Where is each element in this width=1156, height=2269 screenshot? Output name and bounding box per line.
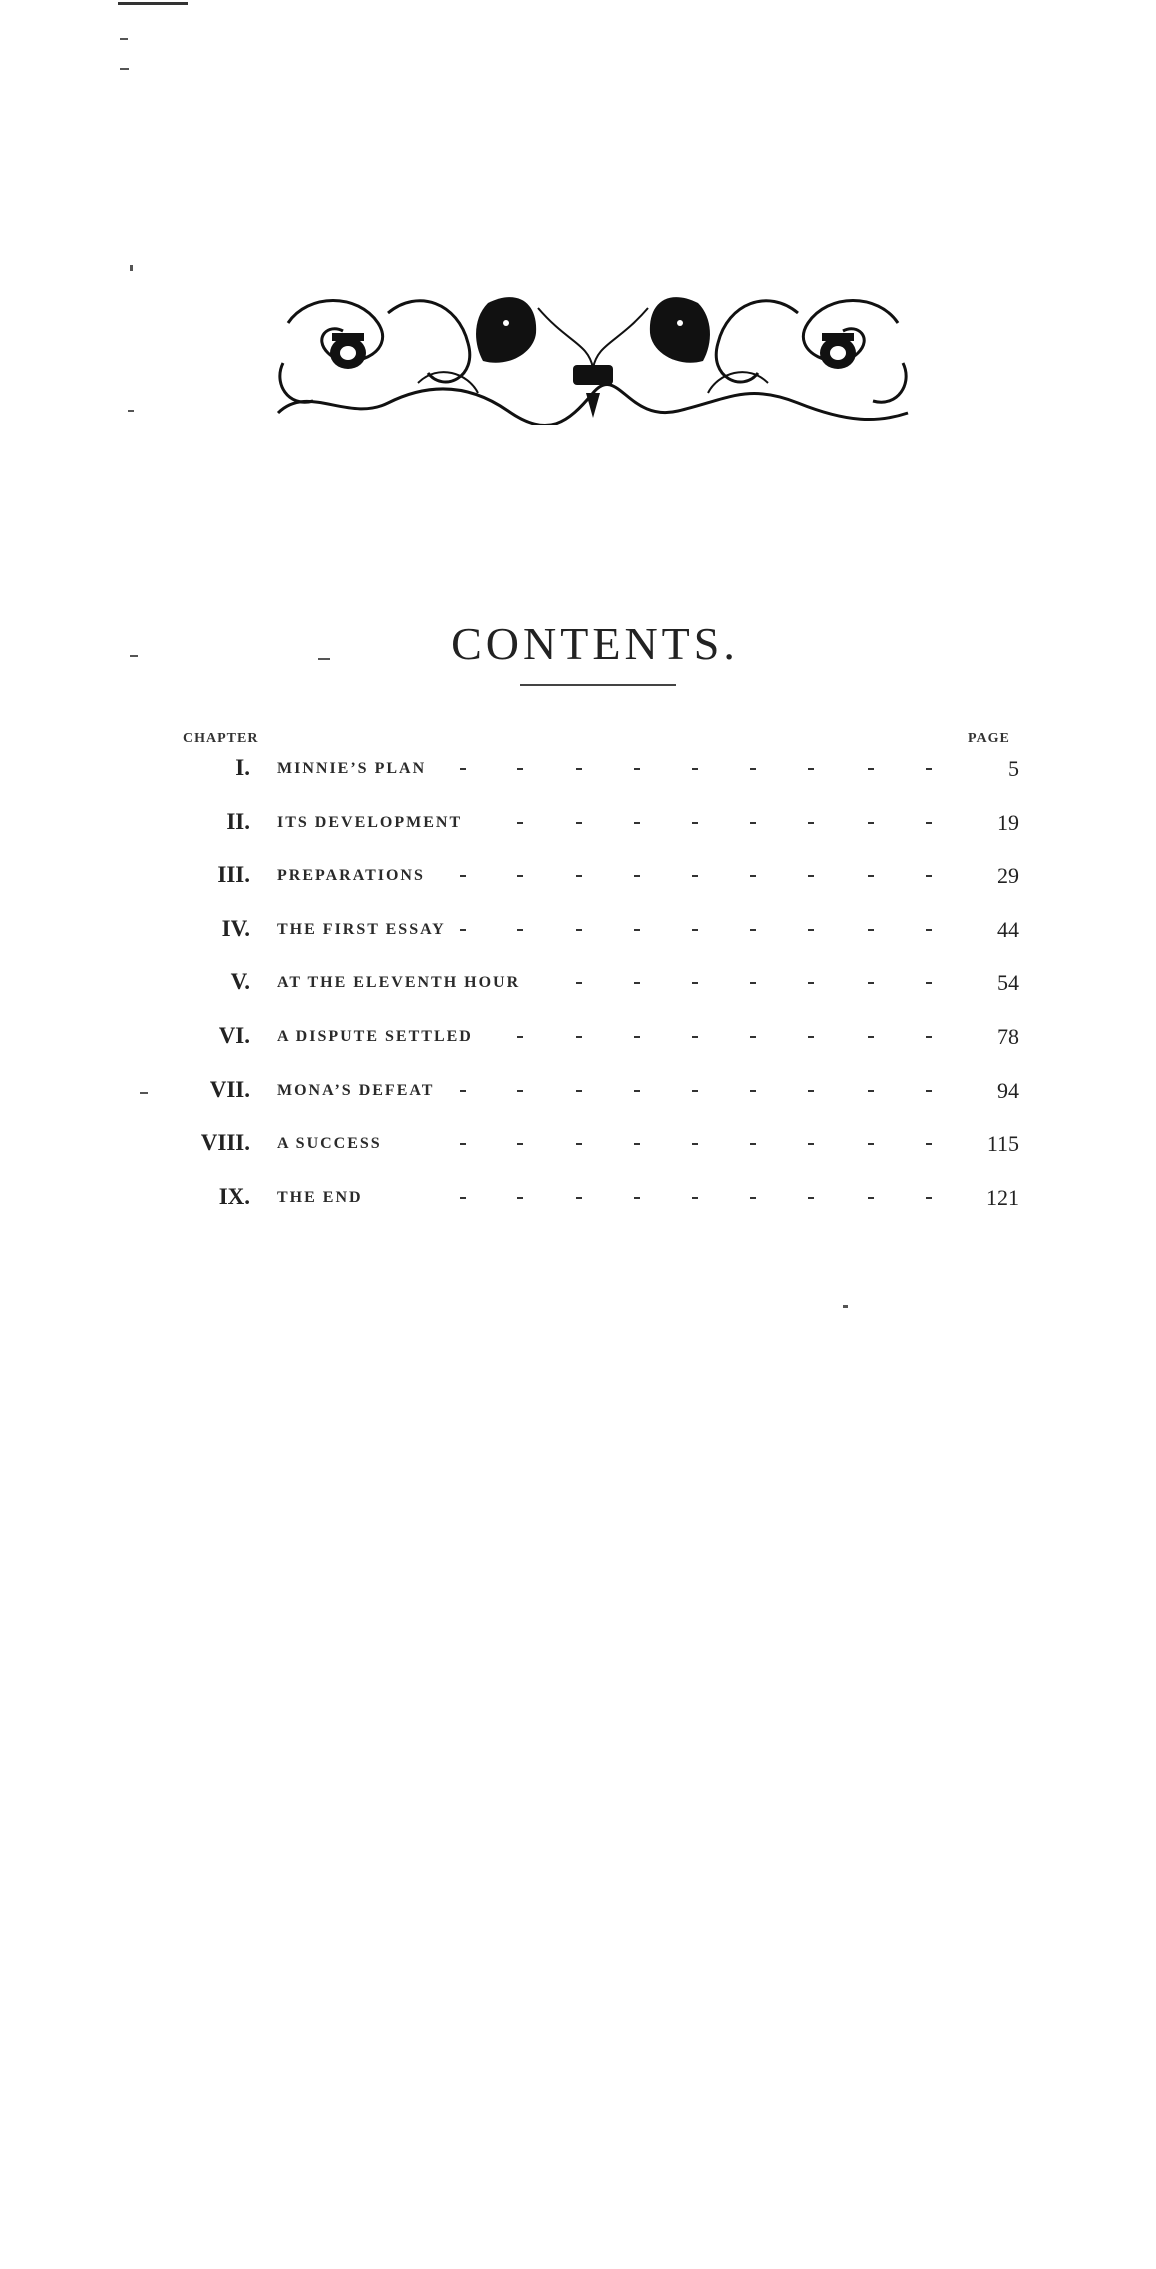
dot-leader bbox=[926, 822, 932, 824]
toc-entry bbox=[0, 916, 1156, 946]
chapter-numeral: VIII. bbox=[200, 1130, 250, 1155]
chapter-title: ITS DEVELOPMENT bbox=[277, 814, 463, 831]
page-number: 78 bbox=[997, 1024, 1019, 1049]
floral-headpiece-with-hounds-ornament bbox=[268, 283, 918, 425]
chapter-numeral: VII. bbox=[209, 1077, 250, 1102]
dot-leader bbox=[634, 768, 640, 770]
toc-entry bbox=[0, 1077, 1156, 1107]
dot-leader bbox=[808, 1036, 814, 1038]
chapter-numeral: III. bbox=[217, 862, 250, 887]
dot-leader bbox=[460, 1090, 466, 1092]
toc-entry bbox=[0, 1184, 1156, 1214]
page-number: 44 bbox=[997, 917, 1019, 942]
chapter-numeral: VI. bbox=[218, 1023, 250, 1048]
page-column-header: PAGE bbox=[968, 731, 1010, 746]
dot-leader bbox=[460, 1197, 466, 1199]
dot-leader bbox=[926, 1143, 932, 1145]
dot-leader bbox=[926, 875, 932, 877]
toc-entry bbox=[0, 862, 1156, 892]
dot-leader bbox=[868, 875, 874, 877]
dot-leader bbox=[750, 929, 756, 931]
dot-leader bbox=[808, 822, 814, 824]
dot-leader bbox=[576, 1143, 582, 1145]
dot-leader bbox=[808, 982, 814, 984]
toc-entry bbox=[0, 969, 1156, 999]
dot-leader bbox=[808, 875, 814, 877]
dot-leader bbox=[634, 822, 640, 824]
dot-leader bbox=[692, 768, 698, 770]
dot-leader bbox=[926, 929, 932, 931]
dot-leader bbox=[926, 982, 932, 984]
dot-leader bbox=[460, 768, 466, 770]
scan-speck bbox=[128, 410, 134, 412]
dot-leader bbox=[517, 929, 523, 931]
toc-entry bbox=[0, 809, 1156, 839]
scan-speck bbox=[120, 38, 128, 40]
dot-leader bbox=[868, 1090, 874, 1092]
page-number: 121 bbox=[986, 1185, 1019, 1210]
scan-speck bbox=[843, 1305, 848, 1308]
dot-leader bbox=[576, 1197, 582, 1199]
dot-leader bbox=[460, 1143, 466, 1145]
dot-leader bbox=[517, 1143, 523, 1145]
page-number: 54 bbox=[997, 970, 1019, 995]
chapter-title: MONA’S DEFEAT bbox=[277, 1082, 435, 1099]
scan-speck bbox=[120, 68, 129, 70]
scan-speck bbox=[130, 265, 133, 271]
dot-leader bbox=[926, 1090, 932, 1092]
dot-leader bbox=[750, 1143, 756, 1145]
dot-leader bbox=[576, 1036, 582, 1038]
chapter-title: PREPARATIONS bbox=[277, 867, 425, 884]
dot-leader bbox=[808, 768, 814, 770]
dot-leader bbox=[808, 929, 814, 931]
dot-leader bbox=[926, 1197, 932, 1199]
page-number: 115 bbox=[986, 1131, 1019, 1156]
dot-leader bbox=[750, 1197, 756, 1199]
chapter-numeral: IX. bbox=[218, 1184, 250, 1209]
dot-leader bbox=[692, 1143, 698, 1145]
dot-leader bbox=[576, 1090, 582, 1092]
dot-leader bbox=[750, 1090, 756, 1092]
chapter-numeral: I. bbox=[235, 755, 250, 780]
chapter-title: THE FIRST ESSAY bbox=[277, 921, 446, 938]
dot-leader bbox=[692, 929, 698, 931]
dot-leader bbox=[634, 982, 640, 984]
dot-leader bbox=[576, 982, 582, 984]
dot-leader bbox=[634, 1197, 640, 1199]
dot-leader bbox=[926, 1036, 932, 1038]
page-number: 29 bbox=[997, 863, 1019, 888]
toc-entry bbox=[0, 755, 1156, 785]
chapter-column-header: CHAPTER bbox=[183, 731, 259, 746]
dot-leader bbox=[576, 768, 582, 770]
page-number: 94 bbox=[997, 1078, 1019, 1103]
dot-leader bbox=[576, 875, 582, 877]
chapter-title: A SUCCESS bbox=[277, 1135, 382, 1152]
page-title: CONTENTS. bbox=[451, 617, 739, 669]
page-number: 19 bbox=[997, 810, 1019, 835]
chapter-numeral: V. bbox=[230, 969, 250, 994]
dot-leader bbox=[750, 1036, 756, 1038]
dot-leader bbox=[692, 1197, 698, 1199]
dot-leader bbox=[576, 929, 582, 931]
dot-leader bbox=[750, 768, 756, 770]
dot-leader bbox=[517, 875, 523, 877]
dot-leader bbox=[868, 982, 874, 984]
dot-leader bbox=[692, 1036, 698, 1038]
dot-leader bbox=[808, 1090, 814, 1092]
dot-leader bbox=[868, 1036, 874, 1038]
dot-leader bbox=[517, 822, 523, 824]
dot-leader bbox=[692, 875, 698, 877]
dot-leader bbox=[692, 1090, 698, 1092]
dot-leader bbox=[517, 1197, 523, 1199]
chapter-numeral: IV. bbox=[221, 916, 250, 941]
dot-leader bbox=[750, 822, 756, 824]
dot-leader bbox=[517, 1036, 523, 1038]
dot-leader bbox=[634, 1143, 640, 1145]
dot-leader bbox=[460, 929, 466, 931]
dot-leader bbox=[868, 929, 874, 931]
dot-leader bbox=[750, 982, 756, 984]
scan-speck bbox=[118, 2, 188, 5]
toc-entry bbox=[0, 1130, 1156, 1160]
dot-leader bbox=[634, 875, 640, 877]
title-divider bbox=[520, 684, 676, 686]
toc-entry bbox=[0, 1023, 1156, 1053]
chapter-title: THE END bbox=[277, 1189, 363, 1206]
chapter-title: MINNIE’S PLAN bbox=[277, 760, 427, 777]
dot-leader bbox=[926, 768, 932, 770]
dot-leader bbox=[808, 1197, 814, 1199]
dot-leader bbox=[868, 1143, 874, 1145]
dot-leader bbox=[517, 1090, 523, 1092]
chapter-title: A DISPUTE SETTLED bbox=[277, 1028, 473, 1045]
dot-leader bbox=[460, 875, 466, 877]
dot-leader bbox=[517, 768, 523, 770]
page-number: 5 bbox=[1008, 756, 1019, 781]
chapter-numeral: II. bbox=[226, 809, 250, 834]
dot-leader bbox=[692, 982, 698, 984]
dot-leader bbox=[634, 1090, 640, 1092]
dot-leader bbox=[750, 875, 756, 877]
dot-leader bbox=[576, 822, 582, 824]
dot-leader bbox=[692, 822, 698, 824]
dot-leader bbox=[634, 929, 640, 931]
dot-leader bbox=[808, 1143, 814, 1145]
chapter-title: AT THE ELEVENTH HOUR bbox=[277, 974, 521, 991]
dot-leader bbox=[868, 822, 874, 824]
dot-leader bbox=[634, 1036, 640, 1038]
dot-leader bbox=[868, 768, 874, 770]
dot-leader bbox=[868, 1197, 874, 1199]
